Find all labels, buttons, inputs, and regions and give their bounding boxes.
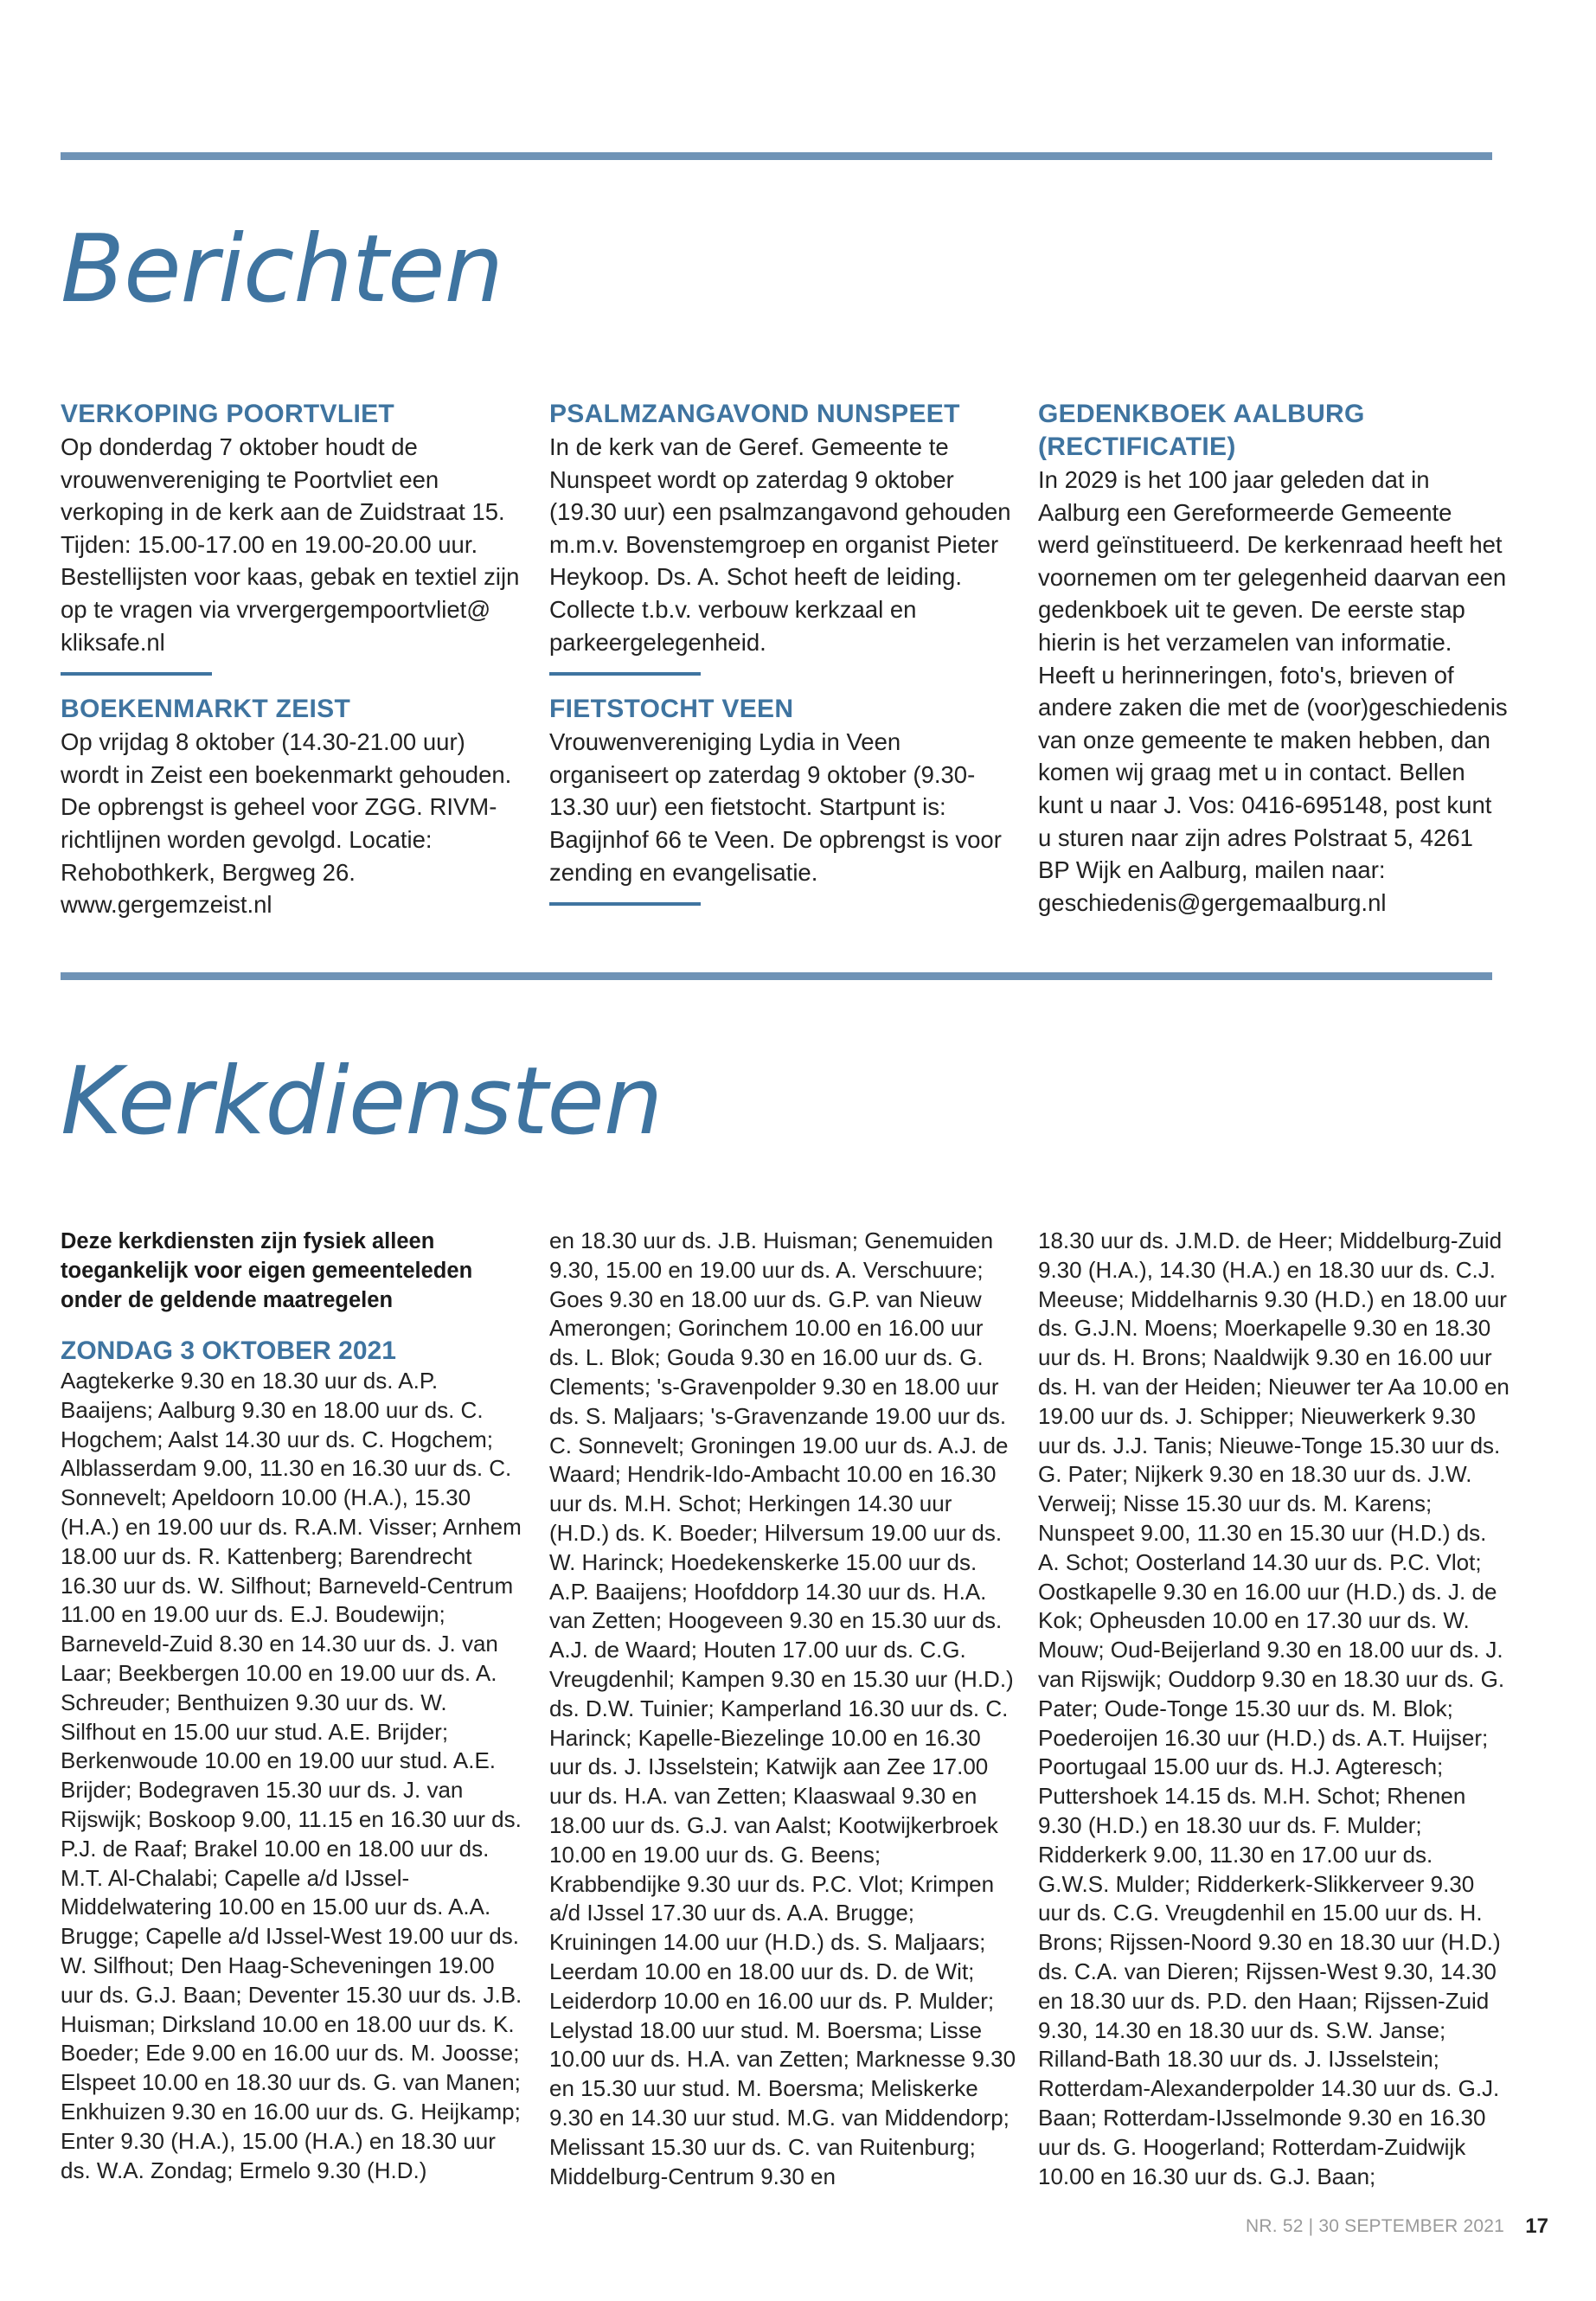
article-title: GEDENKBOEK AALBURG (RECTIFICATIE) bbox=[1038, 400, 1365, 461]
article-separator bbox=[549, 672, 701, 676]
berichten-title: Berichten bbox=[61, 215, 503, 324]
article-separator bbox=[61, 672, 212, 676]
article-body: In 2029 is het 100 jaar geleden dat in Aalburg een Gereformeerde Gemeente werd geïnstitueerd. De kerkenraad heeft het voornemen om ter gelegenheid daarvan een gedenkboek uit te geven. De eerste stap hierin is het verzamelen van informatie. Heeft u herinneringen, foto's, brieven of andere zaken die met de (voor)geschiedenis van onze gemeente te maken hebben, dan komen wij graag met u in contact. Bellen kunt u naar J. Vos: 0416-695148, post kunt u sturen naar zijn adres Polstraat 5, 4261 BP Wijk en Aalburg, mailen naar: geschiedenis@gergemaalburg.nl bbox=[1038, 466, 1508, 916]
day-heading: ZONDAG 3 OKTOBER 2021 bbox=[61, 1336, 396, 1365]
kerkdiensten-column-1 bbox=[61, 1227, 528, 2185]
service-listing: 18.30 uur ds. J.M.D. de Heer; Middelburg-Zuid 9.30 (H.A.), 14.30 (H.A.) en 18.30 uur ds. C.J. Meeuse; Middelharnis 9.30 (H.D.) en 18.00 uur ds. G.J.N. Moens; Moerkapelle 9.30 en 18.30 uur ds. H. Brons; Naaldwijk 9.30 en 16.00 uur ds. H. van der Heiden; Nieuwer ter Aa 10.00 en 19.00 uur ds. J. Schipper; Nieuwerkerk 9.30 uur ds. J.J. Tanis; Nieuwe-Tonge 15.30 uur ds. G. Pater; Nijkerk 9.30 en 18.30 uur ds. J.W. Verweij; Nisse 15.30 uur ds. M. Karens; Nunspeet 9.00, 11.30 en 15.30 uur (H.D.) ds. A. Schot; Oosterland 14.30 uur ds. P.C. Vlot; Oostkapelle 9.30 en 16.00 uur (H.D.) ds. J. de Kok; Opheusden 10.00 en 17.30 uur ds. W. Mouw; Oud-Beijerland 9.30 en 18.00 uur ds. J. van Rijswijk; Ouddorp 9.30 en 18.30 uur ds. G. Pater; Oude-Tonge 15.30 uur ds. M. Blok; Poederoijen 16.30 uur (H.D.) ds. A.T. Huijser; Poortugaal 15.00 uur ds. H.J. Agteresch; Puttershoek 14.15 ds. M.H. Schot; Rhenen 9.30 (H.D.) en 18.30 uur ds. F. Mulder; Ridderkerk 9.00, 11.30 en 17.00 uur ds. G.W.S. Mulder; Ridderkerk-Slikkerveer 9.30 uur ds. C.G. Vreugdenhil en 15.00 uur ds. H. Brons; Rijssen-Noord 9.30 en 18.30 uur (H.D.) ds. C.A. van Dieren; Rijssen-West 9.30, 14.30 en 18.30 uur ds. P.D. den Haan; Rijssen-Zuid 9.30, 14.30 en 18.30 uur ds. S.W. Janse; Rilland-Bath 18.30 uur ds. J. IJsselstein; Rotterdam-Alexanderpolder 14.30 uur ds. G.J. Baan; Rotterdam-IJsselmonde 9.30 en 16.30 uur ds. G. Hoogerland; Rotterdam-Zuidwijk 10.00 en 16.30 uur ds. G.J. Baan; bbox=[1038, 1227, 1509, 2189]
berichten-column-3 bbox=[1038, 398, 1509, 919]
middle-divider bbox=[61, 972, 1492, 980]
kerkdiensten-title: Kerkdiensten bbox=[61, 1048, 663, 1156]
top-divider bbox=[61, 152, 1492, 160]
service-listing: Aagtekerke 9.30 en 18.30 uur ds. A.P. Baaijens; Aalburg 9.30 en 18.00 uur ds. C. Hogchem; Aalst 14.30 uur ds. C. Hogchem; Alblasserdam 9.00, 11.30 en 16.30 uur ds. C. Sonnevelt; Apeldoorn 10.00 (H.A.), 15.30 (H.A.) en 19.00 uur ds. R.A.M. Visser; Arnhem 18.00 uur ds. R. Kattenberg; Barendrecht 16.30 uur ds. W. Silfhout; Barneveld-Centrum 11.00 en 19.00 uur ds. E.J. Boudewijn; Barneveld-Zuid 8.30 en 14.30 uur ds. J. van Laar; Beekbergen 10.00 en 19.00 uur ds. A. Schreuder; Benthuizen 9.30 uur ds. W. Silfhout en 15.00 uur stud. A.E. Brijder; Berkenwoude 10.00 en 19.00 uur stud. A.E. Brijder; Bodegraven 15.30 uur ds. J. van Rijswijk; Boskoop 9.00, 11.15 en 16.30 uur ds. P.J. de Raaf; Brakel 10.00 en 18.00 uur ds. M.T. Al-Chalabi; Capelle a/d IJssel-Middelwatering 10.00 en 15.00 uur ds. A.A. Brugge; Capelle a/d IJssel-West 19.00 uur ds. W. Silfhout; Den Haag-Scheveningen 19.00 uur ds. G.J. Baan; Deventer 15.30 uur ds. J.B. Huisman; Dirksland 10.00 en 18.00 uur ds. K. Boeder; Ede 9.00 en 16.00 uur ds. M. Joosse; Elspeet 10.00 en 18.30 uur ds. G. van Manen; Enkhuizen 9.30 en 16.00 uur ds. G. Heijkamp; Enter 9.30 (H.A.), 15.00 (H.A.) en 18.30 uur ds. W.A. Zondag; Ermelo 9.30 (H.D.) bbox=[61, 1368, 522, 2183]
article-body: In de kerk van de Geref. Gemeente te Nunspeet wordt op zaterdag 9 oktober (19.30 uur) een psalmzangavond gehouden m.m.v. Bovenstemgroep en organist Pieter Heykoop. Ds. A. Schot heeft de leiding. Collecte t.b.v. verbouw kerkzaal en parkeergelegenheid. bbox=[549, 433, 1011, 656]
article-title: BOEKENMARKT ZEIST bbox=[61, 695, 351, 724]
service-listing: en 18.30 uur ds. J.B. Huisman; Genemuiden 9.30, 15.00 en 19.00 uur ds. A. Verschuure; Goes 9.30 en 18.00 uur ds. G.P. van Nieuw Amerongen; Gorinchem 10.00 en 16.00 uur ds. L. Blok; Gouda 9.30 en 16.00 uur ds. G. Clements; 's-Gravenpolder 9.30 en 18.00 uur ds. S. Maljaars; 's-Gravenzande 19.00 uur ds. C. Sonnevelt; Groningen 19.00 uur ds. A.J. de Waard; Hendrik-Ido-Ambacht 10.00 en 16.30 uur ds. M.H. Schot; Herkingen 14.30 uur (H.D.) ds. K. Boeder; Hilversum 19.00 uur ds. W. Harinck; Hoedekenskerke 15.00 uur ds. A.P. Baaijens; Hoofddorp 14.30 uur ds. H.A. van Zetten; Hoogeveen 9.30 en 15.30 uur ds. A.J. de Waard; Houten 17.00 uur ds. C.G. Vreugdenhil; Kampen 9.30 en 15.30 uur (H.D.) ds. D.W. Tuinier; Kamperland 16.30 uur ds. C. Harinck; Kapelle-Biezelinge 10.00 en 16.30 uur ds. J. IJsselstein; Katwijk aan Zee 17.00 uur ds. H.A. van Zetten; Klaaswaal 9.30 en 18.00 uur ds. G.J. van Aalst; Kootwijkerbroek 10.00 en 19.00 uur ds. G. Beens; Krabbendijke 9.30 uur ds. P.C. Vlot; Krimpen a/d IJssel 17.30 uur ds. A.A. Brugge; Kruiningen 14.00 uur (H.D.) ds. S. Maljaars; Leerdam 10.00 en 18.00 uur ds. D. de Wit; Leiderdorp 10.00 en 16.00 uur ds. P. Mulder; Lelystad 18.00 uur stud. M. Boersma; Lisse 10.00 uur ds. H.A. van Zetten; Marknesse 9.30 en 15.30 uur stud. M. Boersma; Meliskerke 9.30 en 14.30 uur stud. M.G. van Middendorp; Melissant 15.30 uur ds. C. van Ruitenburg; Middelburg-Centrum 9.30 en bbox=[549, 1227, 1016, 2189]
article-body: Op vrijdag 8 oktober (14.30-21.00 uur) wordt in Zeist een boekenmarkt gehouden. De opbrengst is geheel voor ZGG. RIVM-richtlijnen worden gevolgd. Locatie: Rehobothkerk, Bergweg 26. www.gergemzeist.nl bbox=[61, 728, 512, 919]
kerkdiensten-intro: Deze kerkdiensten zijn fysiek alleen toegankelijk voor eigen gemeenteleden onder de geldende maatregelen bbox=[61, 1229, 473, 1312]
kerkdiensten-column-3 bbox=[1038, 1227, 1509, 2191]
kerkdiensten-column-2 bbox=[549, 1227, 1016, 2191]
berichten-column-1 bbox=[61, 398, 528, 921]
article-body: Vrouwenvereniging Lydia in Veen organiseert op zaterdag 9 oktober (9.30-13.30 uur) een fietstocht. Startpunt is: Bagijnhof 66 te Veen. De opbrengst is voor zending en evangelisatie. bbox=[549, 728, 1002, 886]
article-title: PSALMZANGAVOND NUNSPEET bbox=[549, 400, 960, 428]
article-body: Op donderdag 7 oktober houdt de vrouwenvereniging te Poortvliet een verkoping in de kerk aan de Zuidstraat 15. Tijden: 15.00-17.00 en 19.00-20.00 uur. Bestellijsten voor kaas, gebak en textiel zijn op te vragen via vrvergergempoortvliet@ kliksafe.nl bbox=[61, 433, 520, 656]
article-title: FIETSTOCHT VEEN bbox=[549, 695, 794, 724]
page-number: 17 bbox=[1525, 2214, 1548, 2238]
article-title: VERKOPING POORTVLIET bbox=[61, 400, 395, 428]
article-separator bbox=[549, 902, 701, 906]
issue-footer: NR. 52 | 30 SEPTEMBER 2021 bbox=[1246, 2216, 1504, 2236]
berichten-column-2 bbox=[549, 398, 1016, 923]
